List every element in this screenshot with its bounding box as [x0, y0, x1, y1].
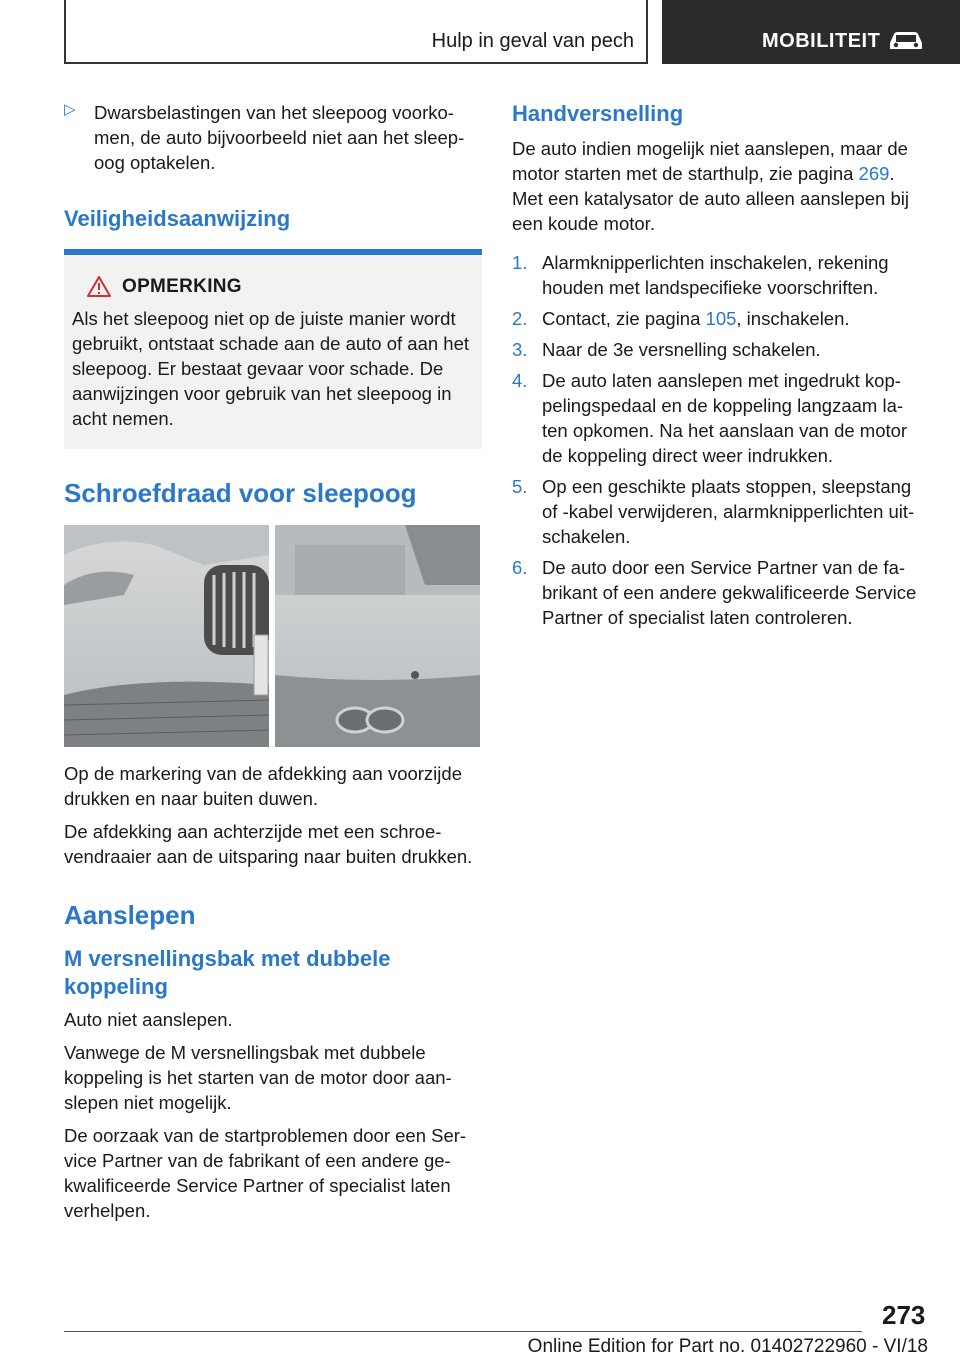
footer-divider: [64, 1331, 862, 1332]
page-header: [0, 0, 960, 66]
note-title: OPMERKING: [122, 275, 242, 297]
note-header: [86, 275, 474, 298]
right-column: [512, 100, 928, 636]
list-item: 3. Naar de 3e versnelling schakelen.: [512, 339, 821, 360]
bumper-photo: [64, 525, 480, 747]
left-column: [64, 100, 482, 1223]
car-icon: [886, 28, 926, 52]
manual-heading: Handversnelling: [512, 101, 684, 126]
safety-heading: Veiligheidsaanwijzing: [64, 206, 291, 231]
dct-heading: M versnellingsbak met dubbele koppeling: [64, 946, 391, 999]
bullet-text: Dwarsbelastingen van het sleepoog voorko-men, de auto bijvoorbeeld niet aan het sleep-oog optakelen.: [94, 102, 465, 173]
front-bumper-image: [64, 525, 269, 747]
note-text: Als het sleepoog niet op de juiste manier wordt gebruikt, ontstaat schade aan de auto of aan het sleepoog. Er bestaat gevaar voor schade. De aanwijzingen voor gebruik van het sleepoog in acht nemen.: [72, 308, 470, 429]
list-item: 5. Op een geschikte plaats stoppen, sleepstang of -kabel verwijderen, alarmknipperlichten uit-schakelen.: [512, 476, 915, 547]
footer-edition: Online Edition for Part no. 01402722960 - VI/18: [527, 1336, 928, 1357]
bullet-triangle-icon: ▷: [64, 101, 76, 118]
dct-paragraph-3: De oorzaak van de startproblemen door een Ser-vice Partner van de fabrikant of een andere ge-kwalificeerde Service Partner of specialist laten verhelpen.: [64, 1125, 467, 1221]
screw-paragraph-1: Op de markering van de afdekking aan voorzijde drukken en naar buiten duwen.: [64, 763, 462, 809]
rear-bumper-image: [275, 525, 480, 747]
list-item: [64, 100, 482, 175]
screw-heading: Schroefdraad voor sleepoog: [64, 478, 417, 508]
list-item: 4. De auto laten aanslepen met ingedrukt kop-pelingspedaal en de koppeling langzaam la-ten opkomen. Na het aanslaan van de motor de koppeling direct weer indrukken.: [512, 370, 908, 466]
rear-bumper-illustration: [275, 525, 480, 747]
dct-paragraph-2: Vanwege de M versnellingsbak met dubbele koppeling is het starten van de motor door aan-slepen niet mogelijk.: [64, 1042, 452, 1113]
note-box: [64, 249, 482, 449]
list-item: 1. Alarmknipperlichten inschakelen, rekening houden met landspecifieke voorschriften.: [512, 252, 889, 298]
screw-paragraph-2: De afdekking aan achterzijde met een schroe-vendraaier aan de uitsparing naar buiten drukken.: [64, 821, 473, 867]
list-item: 6. De auto door een Service Partner van de fa-brikant of een andere gekwalificeerde Service Partner of specialist laten controleren.: [512, 557, 917, 628]
header-chapter-title: MOBILITEIT: [762, 30, 881, 52]
page-number: 273: [882, 1300, 926, 1330]
page-link-269[interactable]: 269: [858, 163, 890, 184]
header-section-title: Hulp in geval van pech: [431, 30, 634, 52]
header-section-box: [64, 0, 648, 64]
dct-paragraph-1: Auto niet aanslepen.: [64, 1009, 233, 1030]
list-item: 2. Contact, zie pagina 105, inschakelen.: [512, 308, 850, 329]
manual-intro-2: Met een katalysator de auto alleen aanslepen bij een koude motor.: [512, 188, 909, 234]
tow-heading: Aanslepen: [64, 900, 196, 930]
steps-list: [512, 250, 928, 630]
warning-icon: [86, 275, 112, 298]
page-link-105[interactable]: 105: [705, 308, 737, 329]
front-bumper-illustration: [64, 525, 269, 747]
header-chapter-box: [662, 0, 960, 64]
manual-intro: De auto indien mogelijk niet aanslepen, maar de motor starten met de starthulp, zie pagina 269.: [512, 138, 908, 184]
